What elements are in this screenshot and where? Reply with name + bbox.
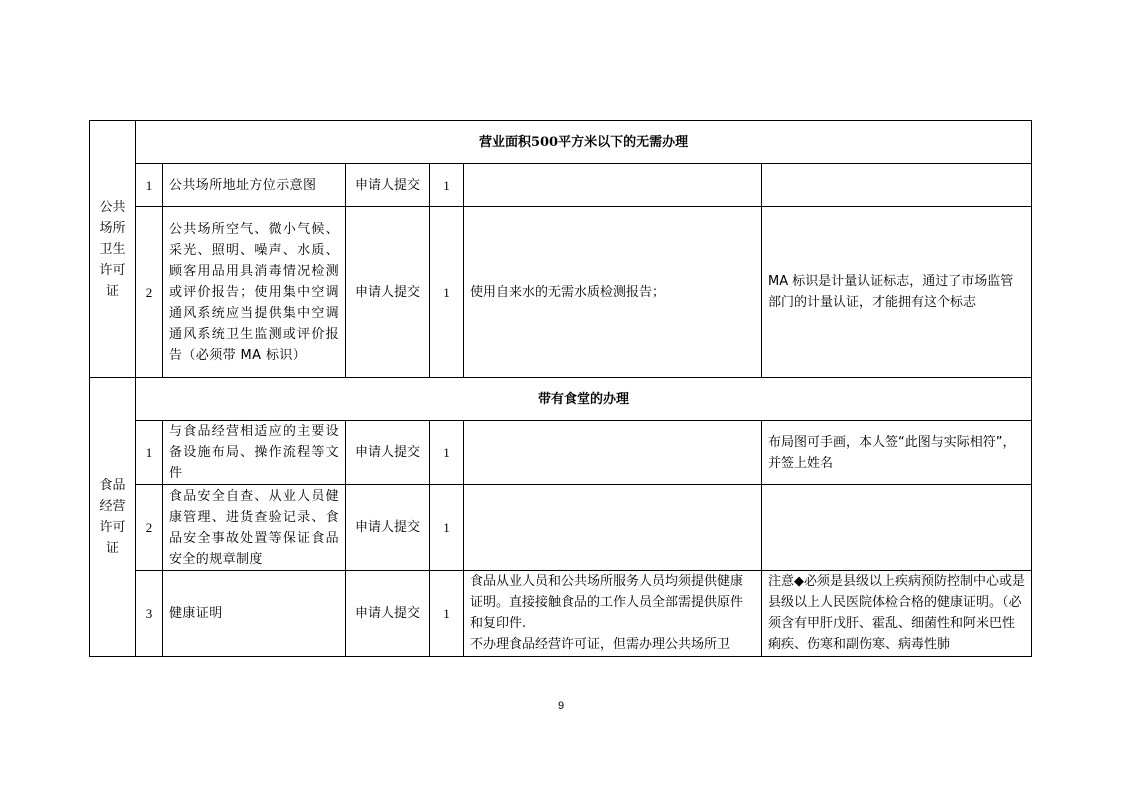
note-cell xyxy=(762,485,1032,571)
material-cell: 公共场所空气、微小气候、采光、照明、噪声、水质、顾客用品用具消毒情况检测或评价报告；使用集中空调通风系统应当提供集中空调通风系统卫生监测或评价报告（必须带 MA 标识） xyxy=(163,207,346,378)
submitter-cell: 申请人提交 xyxy=(346,571,430,657)
requirement-cell xyxy=(464,421,762,485)
row-number: 3 xyxy=(136,571,163,657)
row-number: 2 xyxy=(136,207,163,378)
requirement-cell xyxy=(464,164,762,207)
note-cell: MA 标识是计量认证标志，通过了市场监管部门的计量认证，才能拥有这个标志 xyxy=(762,207,1032,378)
submitter-cell: 申请人提交 xyxy=(346,421,430,485)
category-cell: 公共场所卫生许可证 xyxy=(90,121,136,378)
material-cell: 健康证明 xyxy=(163,571,346,657)
table-row xyxy=(90,421,1032,485)
requirement-cell: 食品从业人员和公共场所服务人员均须提供健康证明。直接接触食品的工作人员全部需提供原件和复印件. 不办理食品经营许可证，但需办理公共场所卫 xyxy=(464,571,762,657)
count-cell: 1 xyxy=(430,207,464,378)
count-cell: 1 xyxy=(430,485,464,571)
section-header-row xyxy=(90,121,1032,164)
requirement-cell xyxy=(464,485,762,571)
submitter-cell: 申请人提交 xyxy=(346,164,430,207)
table-row xyxy=(90,164,1032,207)
table-row xyxy=(90,485,1032,571)
table-row xyxy=(90,207,1032,378)
count-cell: 1 xyxy=(430,421,464,485)
material-cell: 与食品经营相适应的主要设备设施布局、操作流程等文件 xyxy=(163,421,346,485)
note-cell: 布局图可手画，本人签“此图与实际相符”，并签上姓名 xyxy=(762,421,1032,485)
material-cell: 食品安全自查、从业人员健康管理、进货查验记录、食品安全事故处置等保证食品安全的规章制度 xyxy=(163,485,346,571)
section-header-row xyxy=(90,378,1032,421)
count-cell: 1 xyxy=(430,164,464,207)
table-row xyxy=(90,571,1032,657)
section-header: 营业面积500平方米以下的无需办理 xyxy=(136,121,1032,164)
row-number: 1 xyxy=(136,164,163,207)
row-number: 1 xyxy=(136,421,163,485)
requirements-table xyxy=(89,120,1032,657)
requirement-cell: 使用自来水的无需水质检测报告； xyxy=(464,207,762,378)
material-cell: 公共场所地址方位示意图 xyxy=(163,164,346,207)
submitter-cell: 申请人提交 xyxy=(346,485,430,571)
submitter-cell: 申请人提交 xyxy=(346,207,430,378)
page-number: 9 xyxy=(557,700,565,712)
category-cell: 食品经营许可证 xyxy=(90,378,136,657)
note-cell xyxy=(762,164,1032,207)
row-number: 2 xyxy=(136,485,163,571)
section-header: 带有食堂的办理 xyxy=(136,378,1032,421)
note-cell: 注意◆必须是县级以上疾病预防控制中心或是县级以上人民医院体检合格的健康证明。（必须含有甲肝戊肝、霍乱、细菌性和阿米巴性痢疾、伤寒和副伤寒、病毒性肺 xyxy=(762,571,1032,657)
count-cell: 1 xyxy=(430,571,464,657)
